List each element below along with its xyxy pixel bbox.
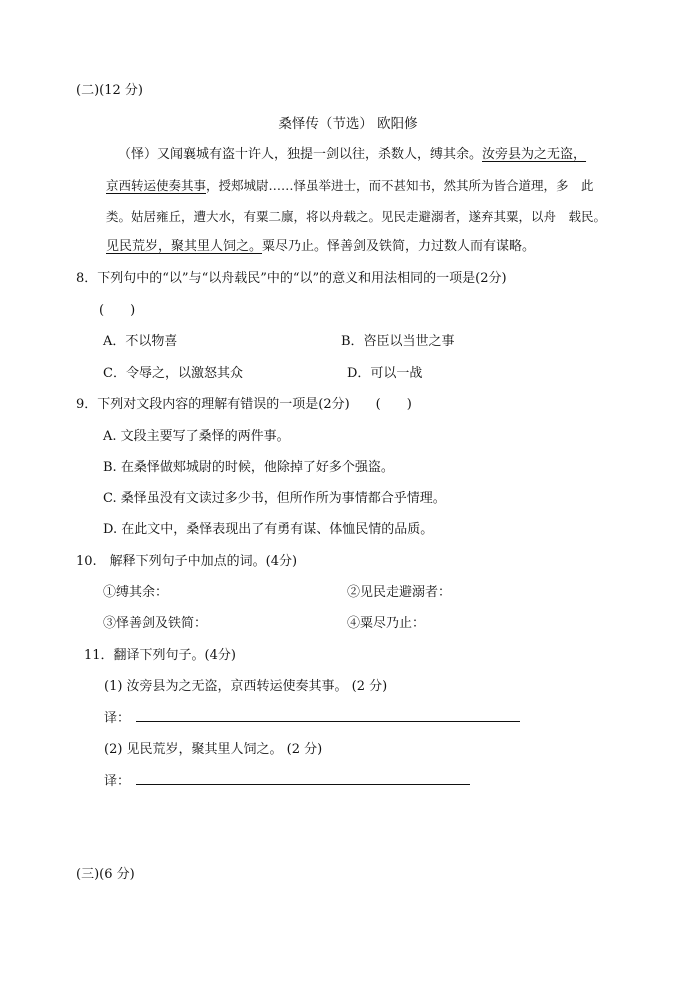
q11-stem: 11．翻译下列句子。(4分): [84, 648, 236, 663]
q8-stem: 8．下列句中的“以”与“以舟载民”中的“以”的意义和用法相同的一项是(2分): [76, 271, 507, 286]
passage-line-4: [106, 238, 535, 256]
passage-text: 粟尽乃止。怿善剑及铁简，力过数人而有谋略。: [262, 239, 536, 254]
underlined-sentence: 见民荒岁，聚其里人饲之。: [106, 239, 263, 254]
section-3-header: (三)(6 分): [76, 867, 135, 882]
q8-answer-paren: ( ): [99, 303, 136, 318]
q10-item-3: ③怿善剑及铁简：: [103, 616, 208, 631]
q8-option-b: B．咨臣以当世之事: [341, 334, 455, 349]
translate-label: 译：: [104, 711, 131, 726]
q8-option-d: D．可以一战: [347, 366, 423, 381]
q9-option-c: C. 桑怿虽没有文读过多少书，但所作所为事情都合乎情理。: [103, 491, 446, 506]
passage-title: 桑怿传（节选） 欧阳修: [278, 116, 418, 132]
answer-blank-1[interactable]: [136, 709, 520, 722]
q11-answer-line-2: [104, 772, 470, 791]
answer-blank-2[interactable]: [136, 772, 470, 785]
q10-item-2: ②见民走避溺者：: [347, 585, 452, 600]
translate-label: 译：: [104, 774, 131, 789]
passage-line-1: [118, 146, 586, 164]
q9-option-d: D. 在此文中，桑怿表现出了有勇有谋、体恤民情的品质。: [103, 522, 434, 537]
section-2-header: (二)(12 分): [76, 83, 143, 98]
passage-line-3: 类。姑居雍丘，遭大水，有粟二廪，将以舟载之。见民走避溺者，遂弃其粟，以舟 载民。: [106, 209, 607, 224]
q8-option-c: C．令辱之，以激怒其众: [103, 366, 243, 381]
q9-option-b: B. 在桑怿做郏城尉的时候，他除掉了好多个强盗。: [103, 460, 394, 475]
underlined-sentence: 汝旁县为之无盗，: [482, 147, 587, 162]
q11-sentence-1: (1) 汝旁县为之无盗，京西转运使奏其事。 (2 分): [104, 679, 388, 694]
q10-item-1: ①缚其余：: [103, 585, 169, 600]
passage-text: ，授郏城尉……怿虽举进士，而不甚知书，然其所为皆合道理，多 此: [206, 178, 594, 193]
q11-sentence-2: (2) 见民荒岁，聚其里人饲之。 (2 分): [104, 742, 323, 757]
underlined-sentence: 京西转运使奏其事: [106, 178, 207, 193]
q9-stem: 9．下列对文段内容的理解有错误的一项是(2分) ( ): [76, 397, 412, 412]
q10-item-4: ④粟尽乃止：: [347, 616, 426, 631]
passage-line-2: [106, 177, 594, 195]
passage-text: （怿）又闻襄城有盗十许人，独提一剑以往，杀数人，缚其余。: [118, 147, 483, 162]
q9-option-a: A. 文段主要写了桑怿的两件事。: [103, 429, 290, 444]
q11-answer-line-1: [104, 709, 520, 728]
q10-stem: 10. 解释下列句子中加点的词。(4分): [76, 554, 298, 569]
q8-option-a: A．不以物喜: [103, 334, 178, 349]
